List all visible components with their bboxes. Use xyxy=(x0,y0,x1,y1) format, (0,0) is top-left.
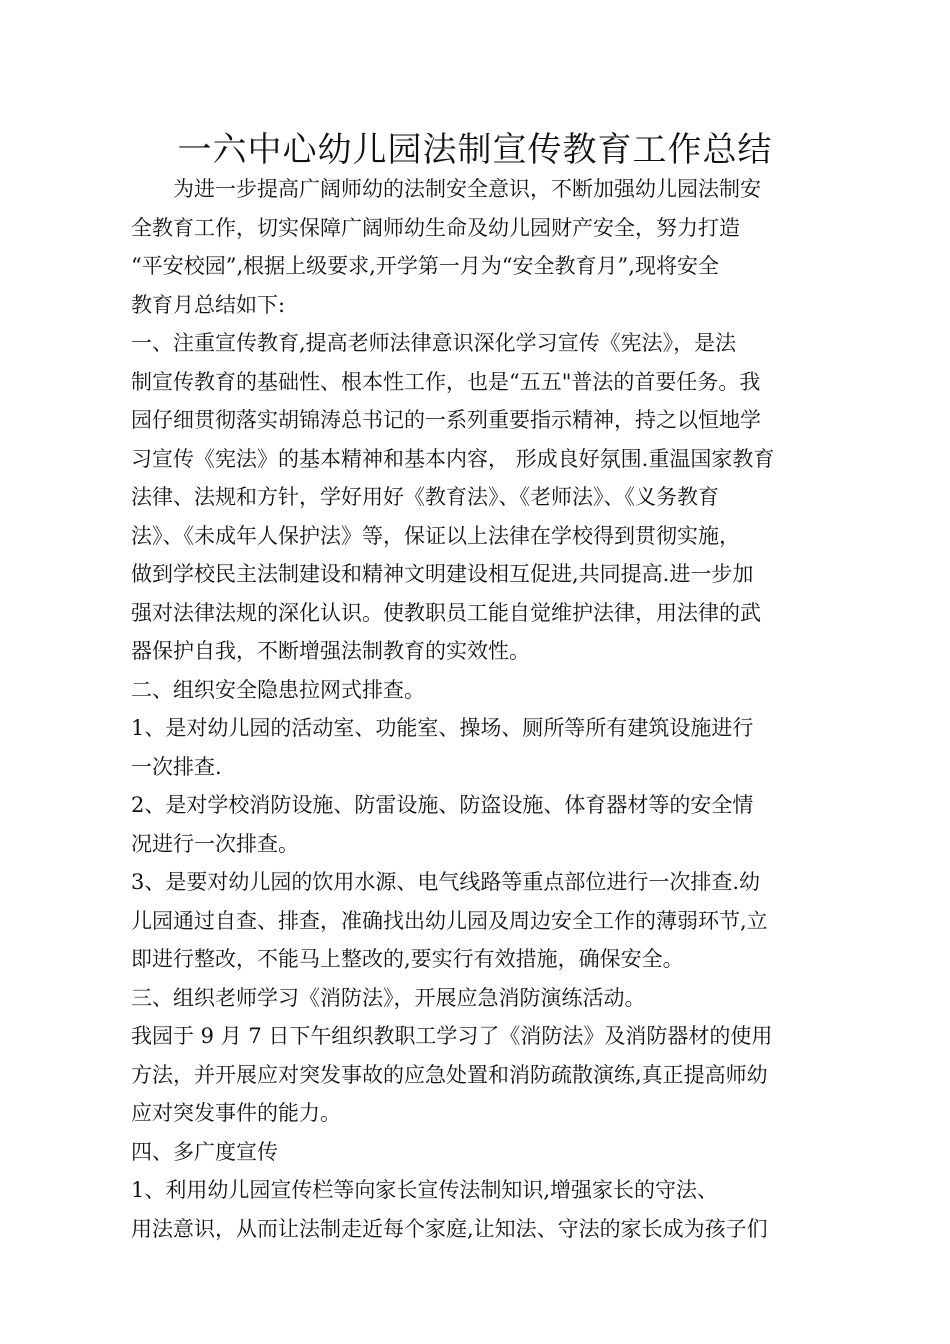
document-title: 一六中心幼儿园法制宣传教育工作总结 xyxy=(177,130,773,170)
body-line: 儿园通过自查、排查，准确找出幼儿园及周边安全工作的薄弱环节,立 xyxy=(131,908,768,933)
body-line: 1、是对幼儿园的活动室、功能室、操场、厕所等所有建筑设施进行 xyxy=(131,716,754,740)
body-line: 为进一步提高广阔师幼的法制安全意识，不断加强幼儿园法制安 xyxy=(131,177,761,201)
body-line: 习宣传《宪法》的基本精神和基本内容， 形成良好氛围.重温国家教育 xyxy=(131,446,775,471)
body-line: 法》、《未成年人保护法》等，保证以上法律在学校得到贯彻实施， xyxy=(131,523,740,548)
document-body xyxy=(131,170,821,1248)
body-line: 强对法律法规的深化认识。使教职员工能自觉维护法律，用法律的武 xyxy=(131,600,761,625)
body-line: 3、是要对幼儿园的饮用水源、电气线路等重点部位进行一次排查.幼 xyxy=(131,870,761,894)
body-line: 1、利用幼儿园宣传栏等向家长宣传法制知识,增强家长的守法、 xyxy=(131,1178,719,1202)
section-heading: 四、多广度宣传 xyxy=(131,1139,278,1164)
body-line: 全教育工作，切实保障广阔师幼生命及幼儿园财产安全，努力打造 xyxy=(131,215,740,240)
section-heading: 二、组织安全隐患拉网式排查。 xyxy=(131,677,425,702)
body-line: 法律、法规和方针，学好用好《教育法》、《老师法》、《义务教育 xyxy=(131,485,719,509)
body-line: 做到学校民主法制建设和精神文明建设相互促进,共同提高.进一步加 xyxy=(131,562,754,586)
body-line: 应对突发事件的能力。 xyxy=(131,1101,341,1125)
body-line: 我园于 9 月 7 日下午组织教职工学习了《消防法》及消防器材的使用 xyxy=(131,1024,773,1048)
body-line: 2、是对学校消防设施、防雷设施、防盗设施、体育器材等的安全情 xyxy=(131,793,754,817)
body-line: 即进行整改，不能马上整改的,要实行有效措施，确保安全。 xyxy=(131,947,684,971)
body-line: 况进行一次排查。 xyxy=(131,831,299,856)
body-line: 器保护自我，不断增强法制教育的实效性。 xyxy=(131,639,530,663)
body-line: 用法意识，从而让法制走近每个家庭,让知法、守法的家长成为孩子们 xyxy=(131,1216,768,1241)
body-line: 一、注重宣传教育,提高老师法律意识深化学习宣传《宪法》，是法 xyxy=(131,331,737,355)
section-heading: 三、组织老师学习《消防法》，开展应急消防演练活动。 xyxy=(131,985,646,1010)
body-line: 一次排查. xyxy=(131,754,222,779)
body-line: 制宣传教育的基础性、根本性工作，也是“五五"普法的首要任务。我 xyxy=(131,369,761,394)
body-line: 教育月总结如下: xyxy=(131,292,286,317)
body-line: 方法，并开展应对突发事故的应急处置和消防疏散演练,真正提高师幼 xyxy=(131,1062,768,1087)
body-line: “平安校园”,根据上级要求,开学第一月为“安全教育月”,现将安全 xyxy=(131,254,719,278)
body-line: 园仔细贯彻落实胡锦涛总书记的一系列重要指示精神，持之以恒地学 xyxy=(131,408,761,432)
